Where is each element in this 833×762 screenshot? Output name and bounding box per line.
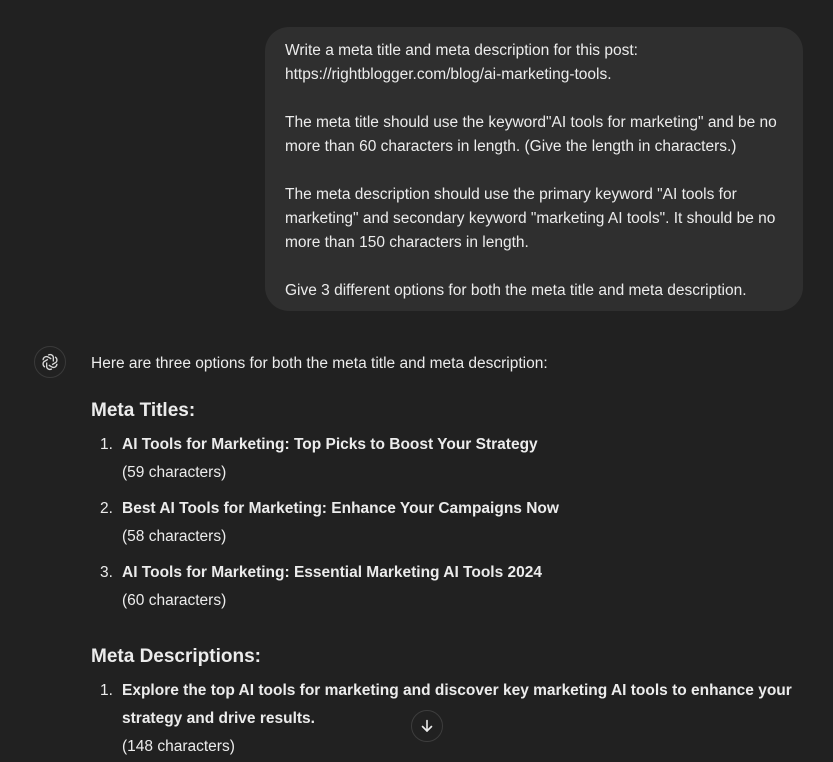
character-count: (148 characters) bbox=[122, 738, 235, 755]
user-message-bubble bbox=[265, 27, 803, 311]
character-count: (60 characters) bbox=[122, 592, 227, 609]
meta-description-text: Explore the top AI tools for marketing and discover key marketing AI tools to enhance your strategy and drive results. bbox=[122, 682, 792, 727]
arrow-down-icon bbox=[419, 718, 435, 734]
openai-logo-icon bbox=[40, 352, 60, 372]
meta-title-text: Best AI Tools for Marketing: Enhance Your Campaigns Now bbox=[122, 500, 559, 517]
assistant-avatar bbox=[34, 346, 66, 378]
character-count: (59 characters) bbox=[122, 464, 227, 481]
meta-titles-list bbox=[91, 431, 801, 615]
character-count: (58 characters) bbox=[122, 528, 227, 545]
user-message-paragraph: The meta description should use the primary keyword "AI tools for marketing" and secondary keyword "marketing AI tools". It should be no more than 150 characters in length. bbox=[285, 186, 776, 251]
scroll-to-bottom-button[interactable] bbox=[411, 710, 443, 742]
meta-descriptions-list bbox=[91, 677, 801, 761]
list-item-number: 3. bbox=[100, 564, 113, 581]
user-message-paragraph: Give 3 different options for both the meta title and meta description. bbox=[285, 282, 747, 299]
list-item bbox=[91, 495, 801, 551]
meta-titles-heading: Meta Titles: bbox=[91, 400, 196, 421]
meta-title-text: AI Tools for Marketing: Top Picks to Boost Your Strategy bbox=[122, 436, 538, 453]
list-item bbox=[91, 677, 801, 761]
list-item-number: 2. bbox=[100, 500, 113, 517]
user-message-paragraph: Write a meta title and meta description for this post: https://rightblogger.com/blog/ai-marketing-tools. bbox=[285, 42, 638, 83]
assistant-intro: Here are three options for both the meta title and meta description: bbox=[91, 355, 548, 372]
assistant-message bbox=[91, 352, 801, 762]
list-item bbox=[91, 559, 801, 615]
list-item-number: 1. bbox=[100, 682, 113, 699]
user-message-paragraph: The meta title should use the keyword"AI tools for marketing" and be no more than 60 characters in length. (Give the length in characters.) bbox=[285, 114, 777, 155]
list-item bbox=[91, 431, 801, 487]
meta-descriptions-heading: Meta Descriptions: bbox=[91, 646, 261, 667]
meta-title-text: AI Tools for Marketing: Essential Marketing AI Tools 2024 bbox=[122, 564, 543, 581]
list-item-number: 1. bbox=[100, 436, 113, 453]
